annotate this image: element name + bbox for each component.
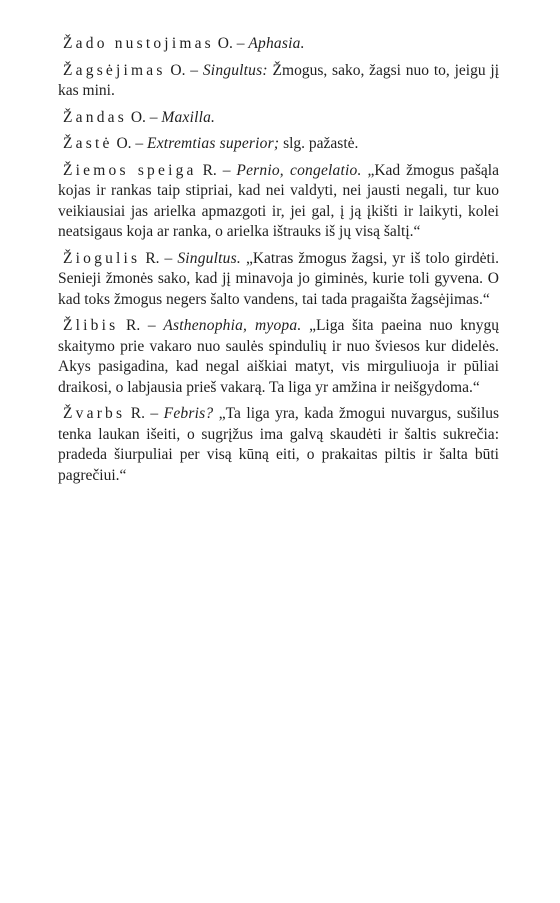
entry-source: O. –: [217, 35, 245, 52]
entry-text: Žmogus, sako, žagsi nuo to, jeigu jį kas mini.: [58, 61, 500, 99]
entry-term: Žandas: [63, 108, 127, 126]
dictionary-entry: [58, 108, 499, 129]
entry-source: R. –: [130, 405, 159, 422]
entry-source: R. –: [202, 161, 231, 179]
entry-source: O. –: [170, 61, 199, 79]
entry-source: O. –: [130, 108, 158, 126]
entry-latin: Singultus:: [202, 61, 268, 79]
entry-term: Žado nustojimas: [63, 35, 214, 52]
entry-text: „Kad žmogus pašąla kojas ir rankas taip stipriai, kad nei valdyti, nei jausti negali, tur kuo veikiausiai jas arielka apmazgoti ir, jei gal, į ją įkišti ir laikyti, kolei neatsigaus koja ar ranka, o arielka ištrauks iš jų visą šaltį.“: [58, 161, 499, 240]
dictionary-entry: [58, 404, 499, 486]
entry-latin: Extremtias superior;: [147, 135, 280, 152]
entry-text: slg. pažastė.: [283, 135, 359, 152]
entry-latin: Pernio, congelatio.: [236, 161, 362, 179]
dictionary-entry: [58, 316, 499, 398]
entry-latin: Maxilla.: [161, 108, 216, 126]
dictionary-entry: [58, 161, 499, 243]
entry-text: „Liga šita paeina nuo knygų skaitymo prie vakaro nuo saulės spindulių ir nuo šviesos kur didelės. Akys pasigadina, kad negal aiškiai matyt, vis mirguliuoja ir pūliai draikosi, o labjausia prieš vakarą. Ta liga yr amžina ir neišgydoma.“: [58, 317, 500, 396]
entry-latin: Aphasia.: [248, 35, 305, 52]
dictionary-entry: [58, 134, 499, 155]
entry-source: R. –: [126, 317, 156, 334]
dictionary-entry: [58, 34, 499, 55]
entry-latin: Asthenophia, myopa.: [163, 317, 302, 334]
entry-term: Žvarbs: [63, 405, 126, 422]
entry-text: „Katras žmogus žagsi, yr iš tolo girdėti. Senieji žmonės sako, kad jį minavoja jo giminės, kurie toli gyvena. O kad toks žmogus negers šalto vandens, tai tada pragaišta žagsėjimas.“: [58, 249, 500, 308]
entry-latin: Singultus.: [177, 249, 241, 267]
entry-term: Žlibis: [63, 317, 119, 334]
entry-latin: Febris?: [163, 405, 214, 422]
entry-term: Žagsėjimas: [63, 61, 166, 79]
dictionary-text: [58, 34, 499, 492]
dictionary-entry: [58, 249, 499, 311]
entry-term: Žastė: [63, 135, 113, 152]
entry-term: Žiogulis: [63, 249, 141, 267]
entry-source: O. –: [116, 135, 144, 152]
entry-source: R. –: [145, 249, 173, 267]
entry-text: „Ta liga yra, kada žmogui nuvargus, sušilus tenka laukan išeiti, o sugrįžus ima galvą skaudėti ir šaltis sukrečia: pradeda šiurpuliai per visą kūną eiti, o prakaitas piltis ir šalta būti pagrečiui.“: [58, 405, 500, 484]
entry-term: Žiemos speiga: [63, 161, 197, 179]
dictionary-entry: [58, 61, 499, 102]
